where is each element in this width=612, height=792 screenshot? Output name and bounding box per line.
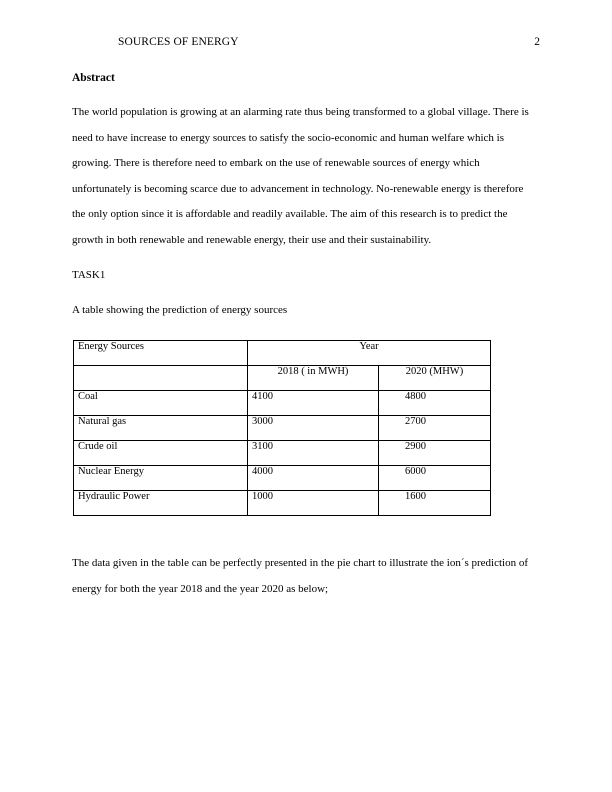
value-2018-cell: 1000 [248,491,379,516]
running-head: SOURCES OF ENERGY [118,36,239,48]
source-cell: Crude oil [74,441,248,466]
value-2020-cell: 2900 [379,441,491,466]
energy-sources-header: Energy Sources [74,341,248,366]
table-subheader-row [74,366,491,391]
table-caption: A table showing the prediction of energy sources [72,304,288,316]
year-2018-header: 2018 ( in MWH) [248,366,379,391]
empty-cell [74,366,248,391]
value-2020-cell: 6000 [379,466,491,491]
abstract-line: the only option since it is affordable and readily available. The aim of this research is to predict the [72,208,508,220]
table-header-row [74,341,491,366]
closing-line: energy for both the year 2018 and the year 2020 as below; [72,582,329,595]
source-cell: Nuclear Energy [74,466,248,491]
abstract-paragraph [72,100,542,253]
task-label: TASK1 [72,269,106,281]
value-2018-cell: 4000 [248,466,379,491]
year-header: Year [248,341,491,366]
energy-table [73,340,491,516]
abstract-heading: Abstract [72,72,115,84]
closing-line: The data given in the table can be perfectly presented in the pie chart to illustrate the ion´s prediction of [72,557,529,569]
abstract-line: growing. There is therefore need to embark on the use of renewable sources of energy which [72,157,480,169]
value-2020-cell: 4800 [379,391,491,416]
source-cell: Hydraulic Power [74,491,248,516]
source-cell: Coal [74,391,248,416]
table-row [74,441,491,466]
abstract-line: growth in both renewable and renewable energy, their use and their sustainability. [72,233,432,246]
table-row [74,416,491,441]
value-2020-cell: 1600 [379,491,491,516]
source-cell: Natural gas [74,416,248,441]
value-2018-cell: 4100 [248,391,379,416]
year-2020-header: 2020 (MHW) [379,366,491,391]
abstract-line: unfortunately is becoming scarce due to advancement in technology. No-renewable energy is therefore [72,182,524,195]
value-2020-cell: 2700 [379,416,491,441]
closing-paragraph [72,551,542,602]
value-2018-cell: 3100 [248,441,379,466]
value-2018-cell: 3000 [248,416,379,441]
page-number: 2 [534,36,540,48]
table-row [74,466,491,491]
abstract-line: The world population is growing at an alarming rate thus being transformed to a global village. There is [72,106,529,118]
table-row [74,391,491,416]
abstract-line: need to have increase to energy sources to satisfy the socio-economic and human welfare which is [72,131,505,144]
table-row [74,491,491,516]
